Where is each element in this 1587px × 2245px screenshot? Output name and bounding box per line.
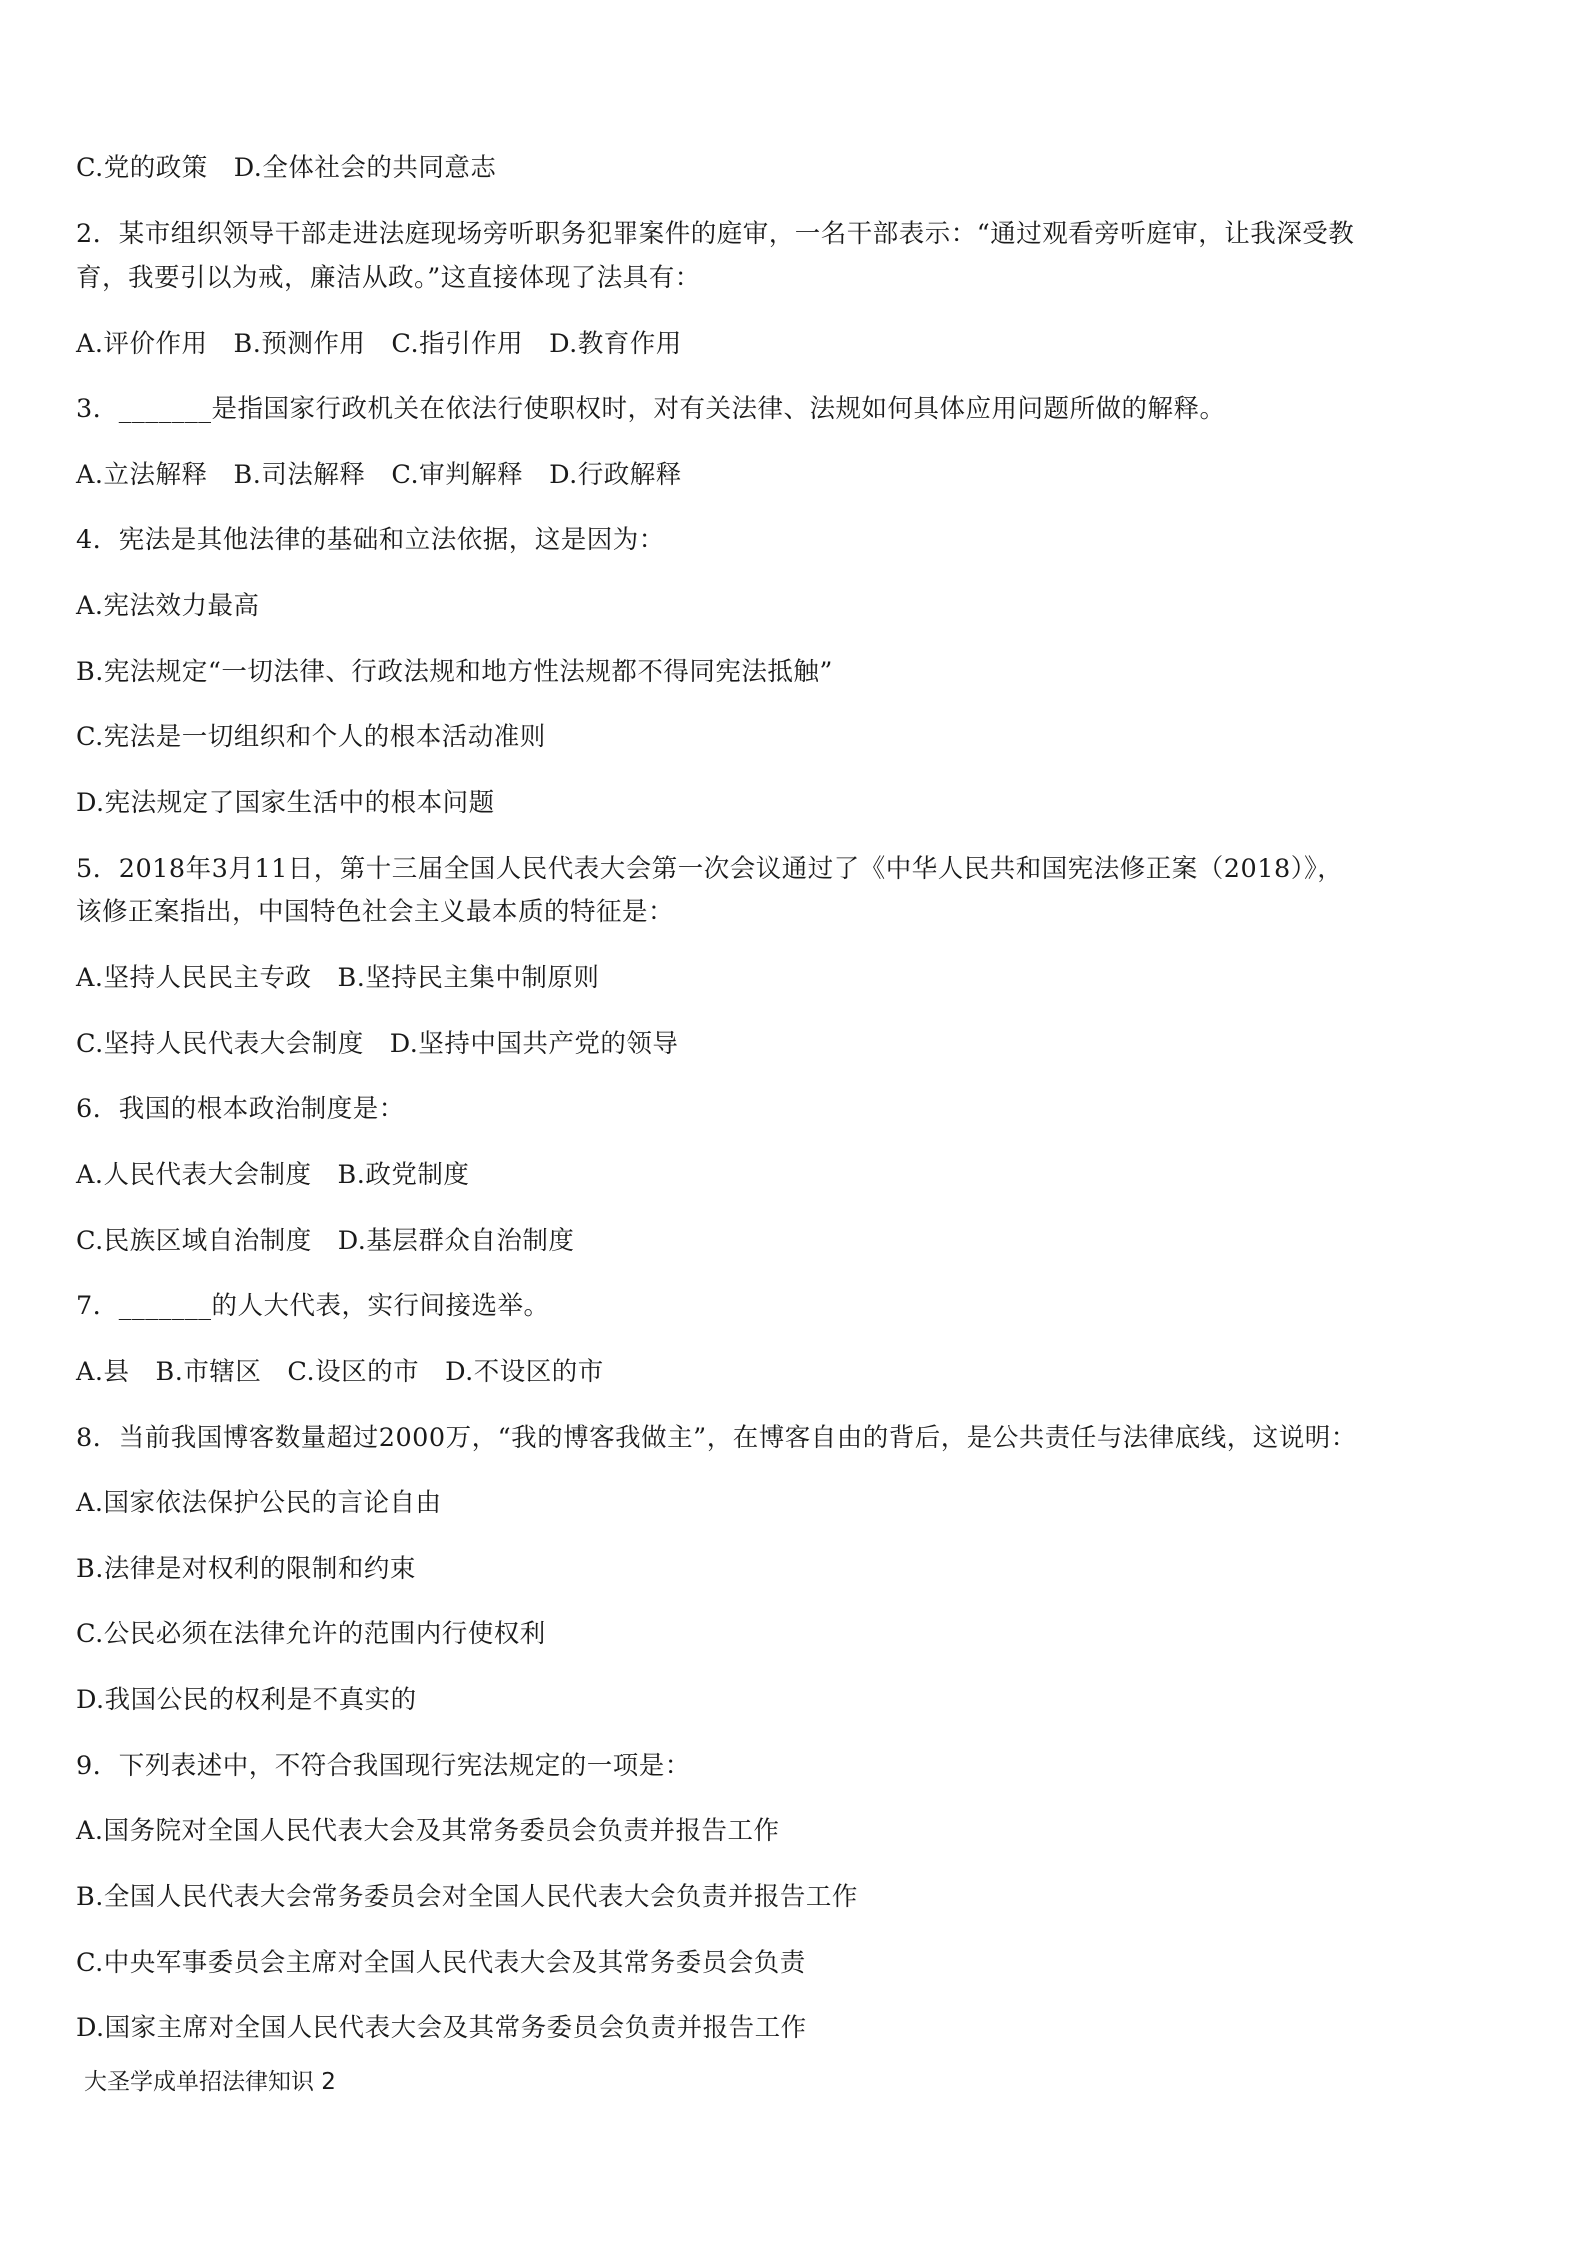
q8-option-a: A.国家依法保护公民的言论自由	[76, 1488, 442, 1518]
q6-options-ab: A.人民代表大会制度 B.政党制度	[76, 1160, 470, 1190]
q2-stem-line1: 2．某市组织领导干部走进法庭现场旁听职务犯罪案件的庭审，一名干部表示：“通过观看旁听庭审，让我深受教	[76, 219, 1355, 249]
q7-options: A.县 B.市辖区 C.设区的市 D.不设区的市	[76, 1357, 604, 1387]
q8-stem: 8．当前我国博客数量超过2000万，“我的博客我做主”，在博客自由的背后，是公共责任与法律底线，这说明：	[76, 1423, 1357, 1453]
q1-options-cd: C.党的政策 D.全体社会的共同意志	[76, 153, 497, 183]
q5-options-cd: C.坚持人民代表大会制度 D.坚持中国共产党的领导	[76, 1029, 679, 1059]
q6-stem: 6．我国的根本政治制度是：	[76, 1094, 405, 1124]
q3-options: A.立法解释 B.司法解释 C.审判解释 D.行政解释	[76, 460, 682, 490]
q9-option-c: C.中央军事委员会主席对全国人民代表大会及其常务委员会负责	[76, 1948, 806, 1978]
q2-options: A.评价作用 B.预测作用 C.指引作用 D.教育作用	[76, 329, 682, 359]
q3-stem: 3．_______是指国家行政机关在依法行使职权时，对有关法律、法规如何具体应用问题所做的解释。	[76, 394, 1226, 424]
q9-option-d: D.国家主席对全国人民代表大会及其常务委员会负责并报告工作	[76, 2013, 807, 2043]
q9-option-b: B.全国人民代表大会常务委员会对全国人民代表大会负责并报告工作	[76, 1882, 858, 1912]
q9-stem: 9．下列表述中，不符合我国现行宪法规定的一项是：	[76, 1751, 691, 1781]
q4-option-b: B.宪法规定“一切法律、行政法规和地方性法规都不得同宪法抵触”	[76, 657, 833, 687]
q4-stem: 4．宪法是其他法律的基础和立法依据，这是因为：	[76, 525, 665, 555]
q9-option-a: A.国务院对全国人民代表大会及其常务委员会负责并报告工作	[76, 1816, 780, 1846]
q6-options-cd: C.民族区域自治制度 D.基层群众自治制度	[76, 1226, 575, 1256]
q5-stem-line2: 该修正案指出，中国特色社会主义最本质的特征是：	[76, 897, 675, 927]
q2-stem-line2: 育，我要引以为戒，廉洁从政。”这直接体现了法具有：	[76, 263, 701, 293]
q4-option-d: D.宪法规定了国家生活中的根本问题	[76, 788, 495, 818]
q8-option-b: B.法律是对权利的限制和约束	[76, 1554, 416, 1584]
q4-option-a: A.宪法效力最高	[76, 591, 260, 621]
q4-option-c: C.宪法是一切组织和个人的根本活动准则	[76, 722, 546, 752]
q5-options-ab: A.坚持人民民主专政 B.坚持民主集中制原则	[76, 963, 600, 993]
q5-stem-line1: 5．2018年3月11日，第十三届全国人民代表大会第一次会议通过了《中华人民共和国宪法修正案（2018）》，	[76, 854, 1344, 884]
q8-option-d: D.我国公民的权利是不真实的	[76, 1685, 417, 1715]
q7-stem: 7．_______的人大代表，实行间接选举。	[76, 1291, 550, 1321]
q8-option-c: C.公民必须在法律允许的范围内行使权利	[76, 1619, 546, 1649]
page-footer: 大圣学成单招法律知识 2	[84, 2069, 336, 2095]
